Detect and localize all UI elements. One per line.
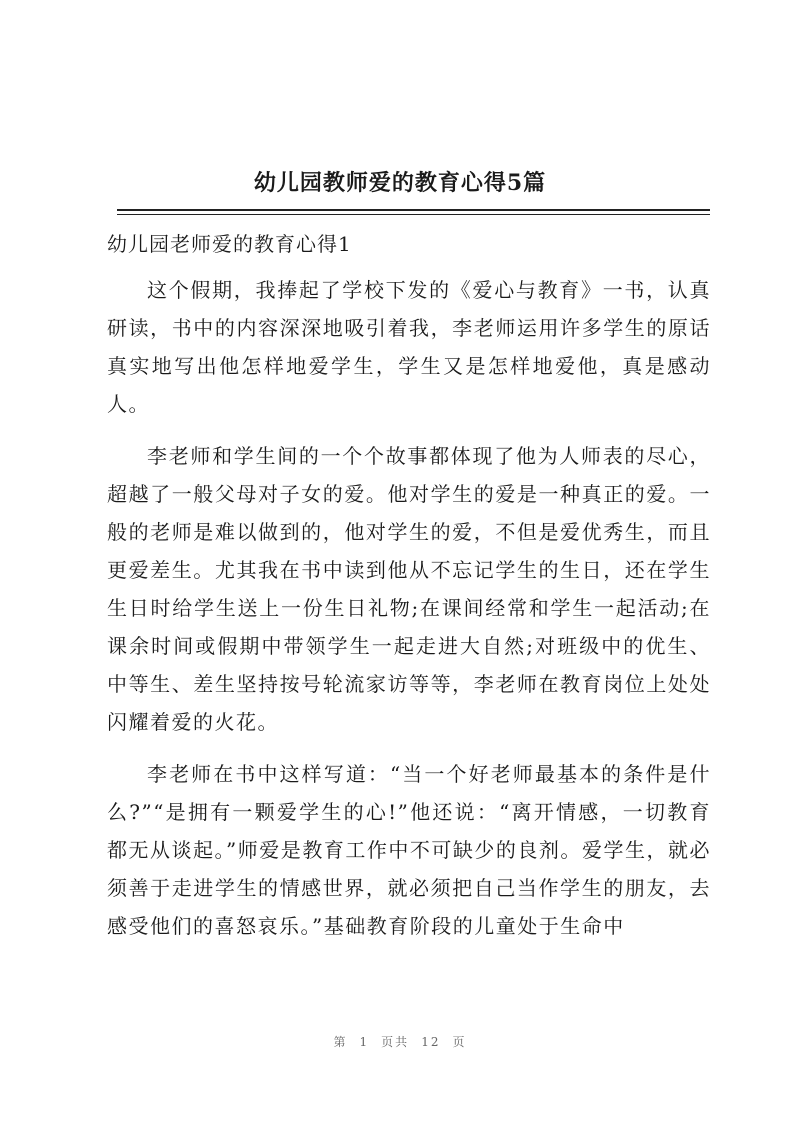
footer-label-pages: 页	[452, 1035, 467, 1049]
paragraph-3: 李老师在书中这样写道：“当一个好老师最基本的条件是什么?”“是拥有一颗爱学生的心!”他还说：“离开情感，一切教育都无从谈起。”师爱是教育工作中不可缺少的良剂。爱学生，就必须善于走进学生的情感世界，就必须把自己当作学生的朋友，去感受他们的喜怒哀乐。”基础教育阶段的儿童处于生命中	[107, 762, 711, 938]
footer-label-of: 页共	[381, 1035, 410, 1049]
footer-current-page: 1	[359, 1035, 370, 1049]
page-footer	[0, 1033, 800, 1050]
page-title: 幼儿园教师爱的教育心得5篇	[253, 170, 547, 196]
footer-label-page: 第	[333, 1035, 348, 1049]
title-divider-thin	[117, 214, 710, 215]
section-heading: 幼儿园老师爱的教育心得1	[107, 232, 352, 256]
paragraph-2: 李老师和学生间的一个个故事都体现了他为人师表的尽心，超越了一般父母对子女的爱。他对学生的爱是一种真正的爱。一般的老师是难以做到的，他对学生的爱，不但是爱优秀生，而且更爱差生。尤其我在书中读到他从不忘记学生的生日，还在学生生日时给学生送上一份生日礼物;在课间经常和学生一起活动;在课余时间或假期中带领学生一起走进大自然;对班级中的优生、中等生、差生坚持按号轮流家访等等，李老师在教育岗位上处处闪耀着爱的火花。	[107, 444, 711, 734]
paragraph-1: 这个假期，我捧起了学校下发的《爱心与教育》一书，认真研读，书中的内容深深地吸引着我，李老师运用许多学生的原话真实地写出他怎样地爱学生，学生又是怎样地爱他，真是感动人。	[107, 278, 711, 416]
footer-total-pages: 12	[421, 1035, 441, 1049]
title-divider	[117, 209, 710, 211]
document-body	[107, 271, 711, 959]
